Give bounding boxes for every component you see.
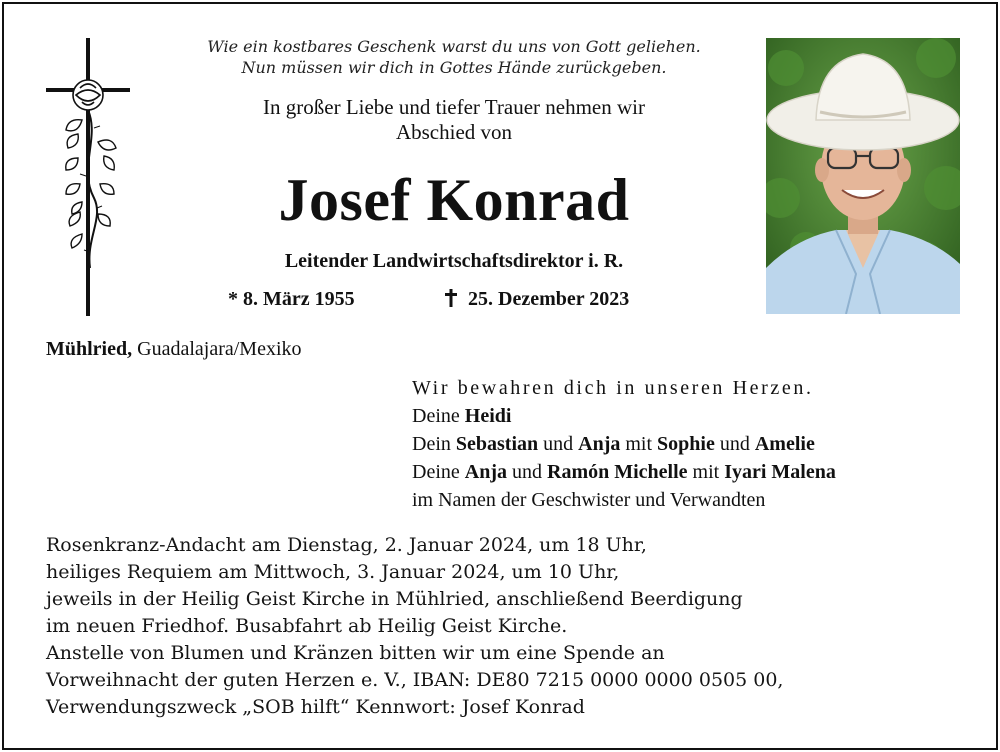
mourner-text: und: [714, 433, 755, 455]
service-line: Vorweihnacht der guten Herzen e. V., IBAN: DE80 7215 0000 0000 0505 00,: [46, 669, 784, 691]
service-line: jeweils in der Heilig Geist Kirche in Mühlried, anschließend Beerdigung: [46, 588, 743, 610]
death-date: [444, 288, 629, 311]
mourner-name: Anja: [578, 433, 621, 455]
deceased-name: Josef Konrad: [278, 167, 630, 233]
mourner-name: Sophie: [657, 433, 715, 455]
mourner-text: Dein: [412, 433, 456, 455]
mourner-name: Amelie: [754, 433, 815, 455]
mourner-text: mit: [687, 461, 725, 483]
memorial-quote: [164, 36, 744, 78]
place-town: Mühlried,: [46, 338, 133, 360]
mourner-name: Ramón Michelle: [547, 461, 688, 483]
mourner-text: Deine: [412, 405, 465, 427]
death-date-text: 25. Dezember 2023: [468, 288, 630, 310]
mourner-name: Anja: [464, 461, 507, 483]
intro-line-1: In großer Liebe und tiefer Trauer nehmen wir: [263, 95, 645, 119]
mourner-line-sebastian: [412, 430, 836, 458]
mourner-line-heidi: [412, 402, 836, 430]
mourner-line-anja: [412, 458, 836, 486]
mourner-text: und: [507, 461, 547, 483]
mourner-text: und: [538, 433, 579, 455]
service-line: heiliges Requiem am Mittwoch, 3. Januar 2024, um 10 Uhr,: [46, 561, 620, 583]
place-rest: Guadalajara/Mexiko: [132, 338, 302, 360]
mourner-name: Heidi: [464, 405, 512, 427]
quote-line-1: Wie ein kostbares Geschenk warst du uns von Gott geliehen.: [207, 37, 701, 56]
service-line: Anstelle von Blumen und Kränzen bitten wir um eine Spende an: [46, 642, 665, 664]
intro-line-2: Abschied von: [395, 120, 513, 144]
service-details: [46, 532, 783, 721]
place-line: [46, 338, 302, 361]
portrait-photo: [766, 38, 960, 314]
deceased-title: Leitender Landwirtschaftsdirektor i. R.: [284, 250, 624, 272]
intro-text: [164, 95, 744, 145]
obituary-notice: [2, 2, 998, 750]
cross-with-rose-icon: [42, 38, 134, 318]
service-line: im neuen Friedhof. Busabfahrt ab Heilig Geist Kirche.: [46, 615, 568, 637]
family-motto: Wir bewahren dich in unseren Herzen.: [412, 377, 814, 399]
quote-line-2: Nun müssen wir dich in Gottes Hände zurückgeben.: [241, 58, 667, 77]
service-line: Verwendungszweck „SOB hilft“ Kennwort: Josef Konrad: [46, 696, 585, 718]
mourner-text: Deine: [412, 461, 465, 483]
birth-date: * 8. März 1955: [228, 288, 355, 310]
mourner-text: mit: [620, 433, 658, 455]
service-line: Rosenkranz-Andacht am Dienstag, 2. Januar 2024, um 18 Uhr,: [46, 534, 647, 556]
mourner-name: Iyari Malena: [724, 461, 836, 483]
mourners-list: [412, 374, 836, 514]
dagger-cross-icon: [444, 289, 458, 307]
mourner-name: Sebastian: [455, 433, 539, 455]
mourner-line-relatives: im Namen der Geschwister und Verwandten: [412, 489, 766, 511]
